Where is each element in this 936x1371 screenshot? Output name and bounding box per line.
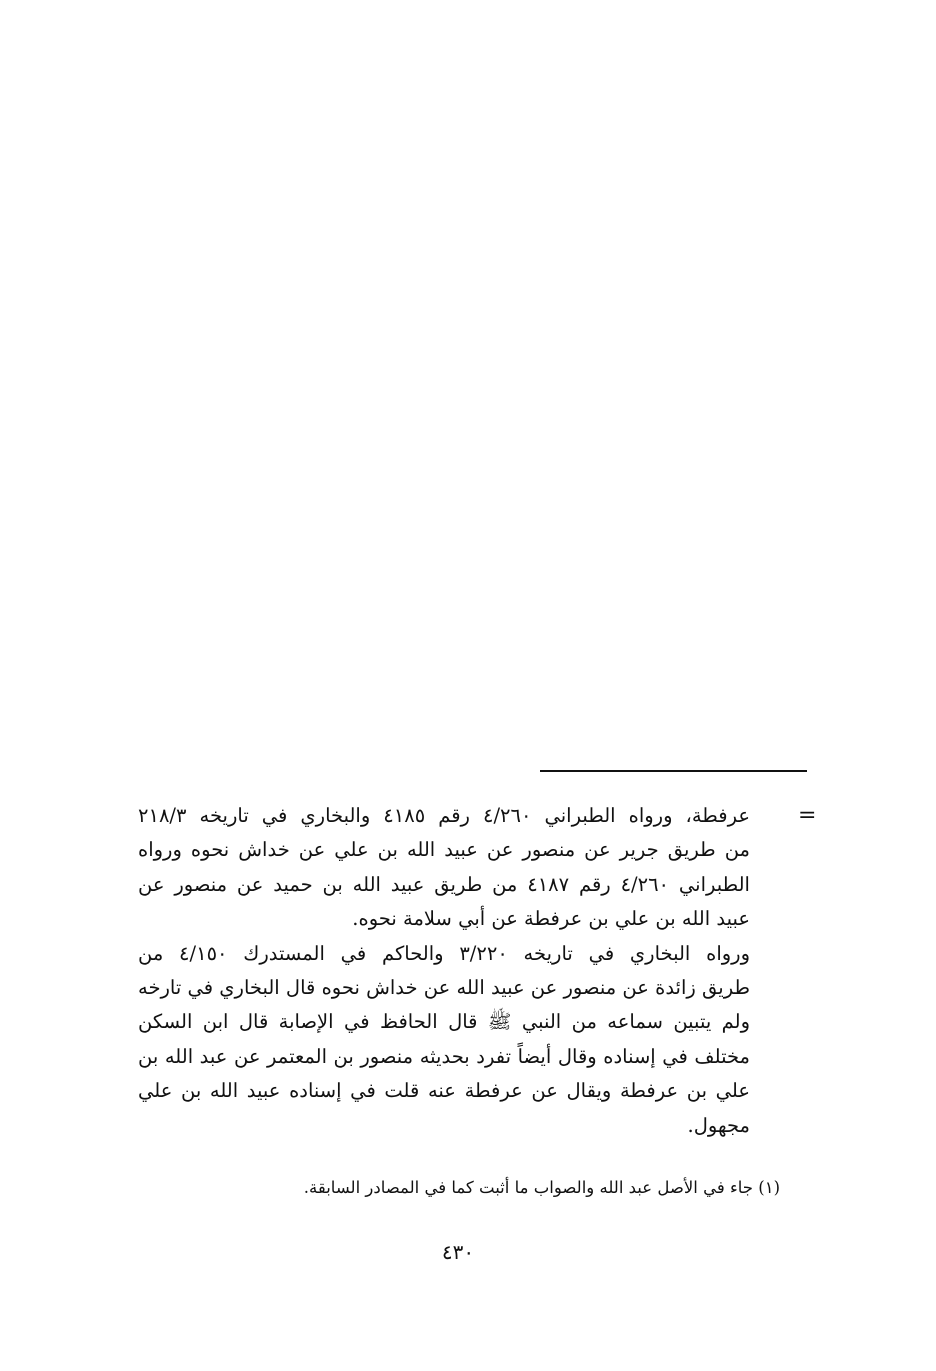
note-line: ولم يتبين سماعه من النبي ﷺ قال الحافظ في الإصابة قال ابن السكن (138, 1010, 750, 1034)
note-line: مجهول. (687, 1113, 750, 1137)
note-line: مختلف في إسناده وقال أيضاً تفرد بحديثه منصور بن المعتمر عن عبد الله بن (138, 1044, 750, 1068)
note-line: الطبراني ٤/٢٦٠ رقم ٤١٨٧ من طريق عبيد الله بن حميد عن منصور عن (138, 872, 750, 896)
note-line: ورواه البخاري في تاريخه ٣/٢٢٠ والحاكم في المستدرك ٤/١٥٠ من (138, 941, 750, 965)
note-text-block (138, 799, 750, 1143)
note-line: طريق زائدة عن منصور عن عبيد الله عن خداش نحوه قال البخاري في تارخه (138, 975, 750, 999)
continuation-mark: = (798, 803, 817, 828)
page-number: ٤٣٠ (441, 1240, 475, 1264)
note-line: عبيد الله بن علي بن عرفطة عن أبي سلامة نحوه. (352, 907, 750, 931)
footnote-separator-rule (540, 770, 807, 772)
note-line: من طريق جرير عن منصور عن عبيد الله بن علي عن خداش نحوه ورواه (138, 838, 750, 862)
note-line: علي بن عرفطة ويقال عن عرفطة عنه قلت في إسناده عبيد الله بن علي (138, 1079, 750, 1103)
footnote: (١) جاء في الأصل عبد الله والصواب ما أثبت كما في المصادر السابقة. (303, 1178, 780, 1197)
note-line: عرفطة، ورواه الطبراني ٤/٢٦٠ رقم ٤١٨٥ والبخاري في تاريخه ٢١٨/٣ (138, 804, 750, 827)
